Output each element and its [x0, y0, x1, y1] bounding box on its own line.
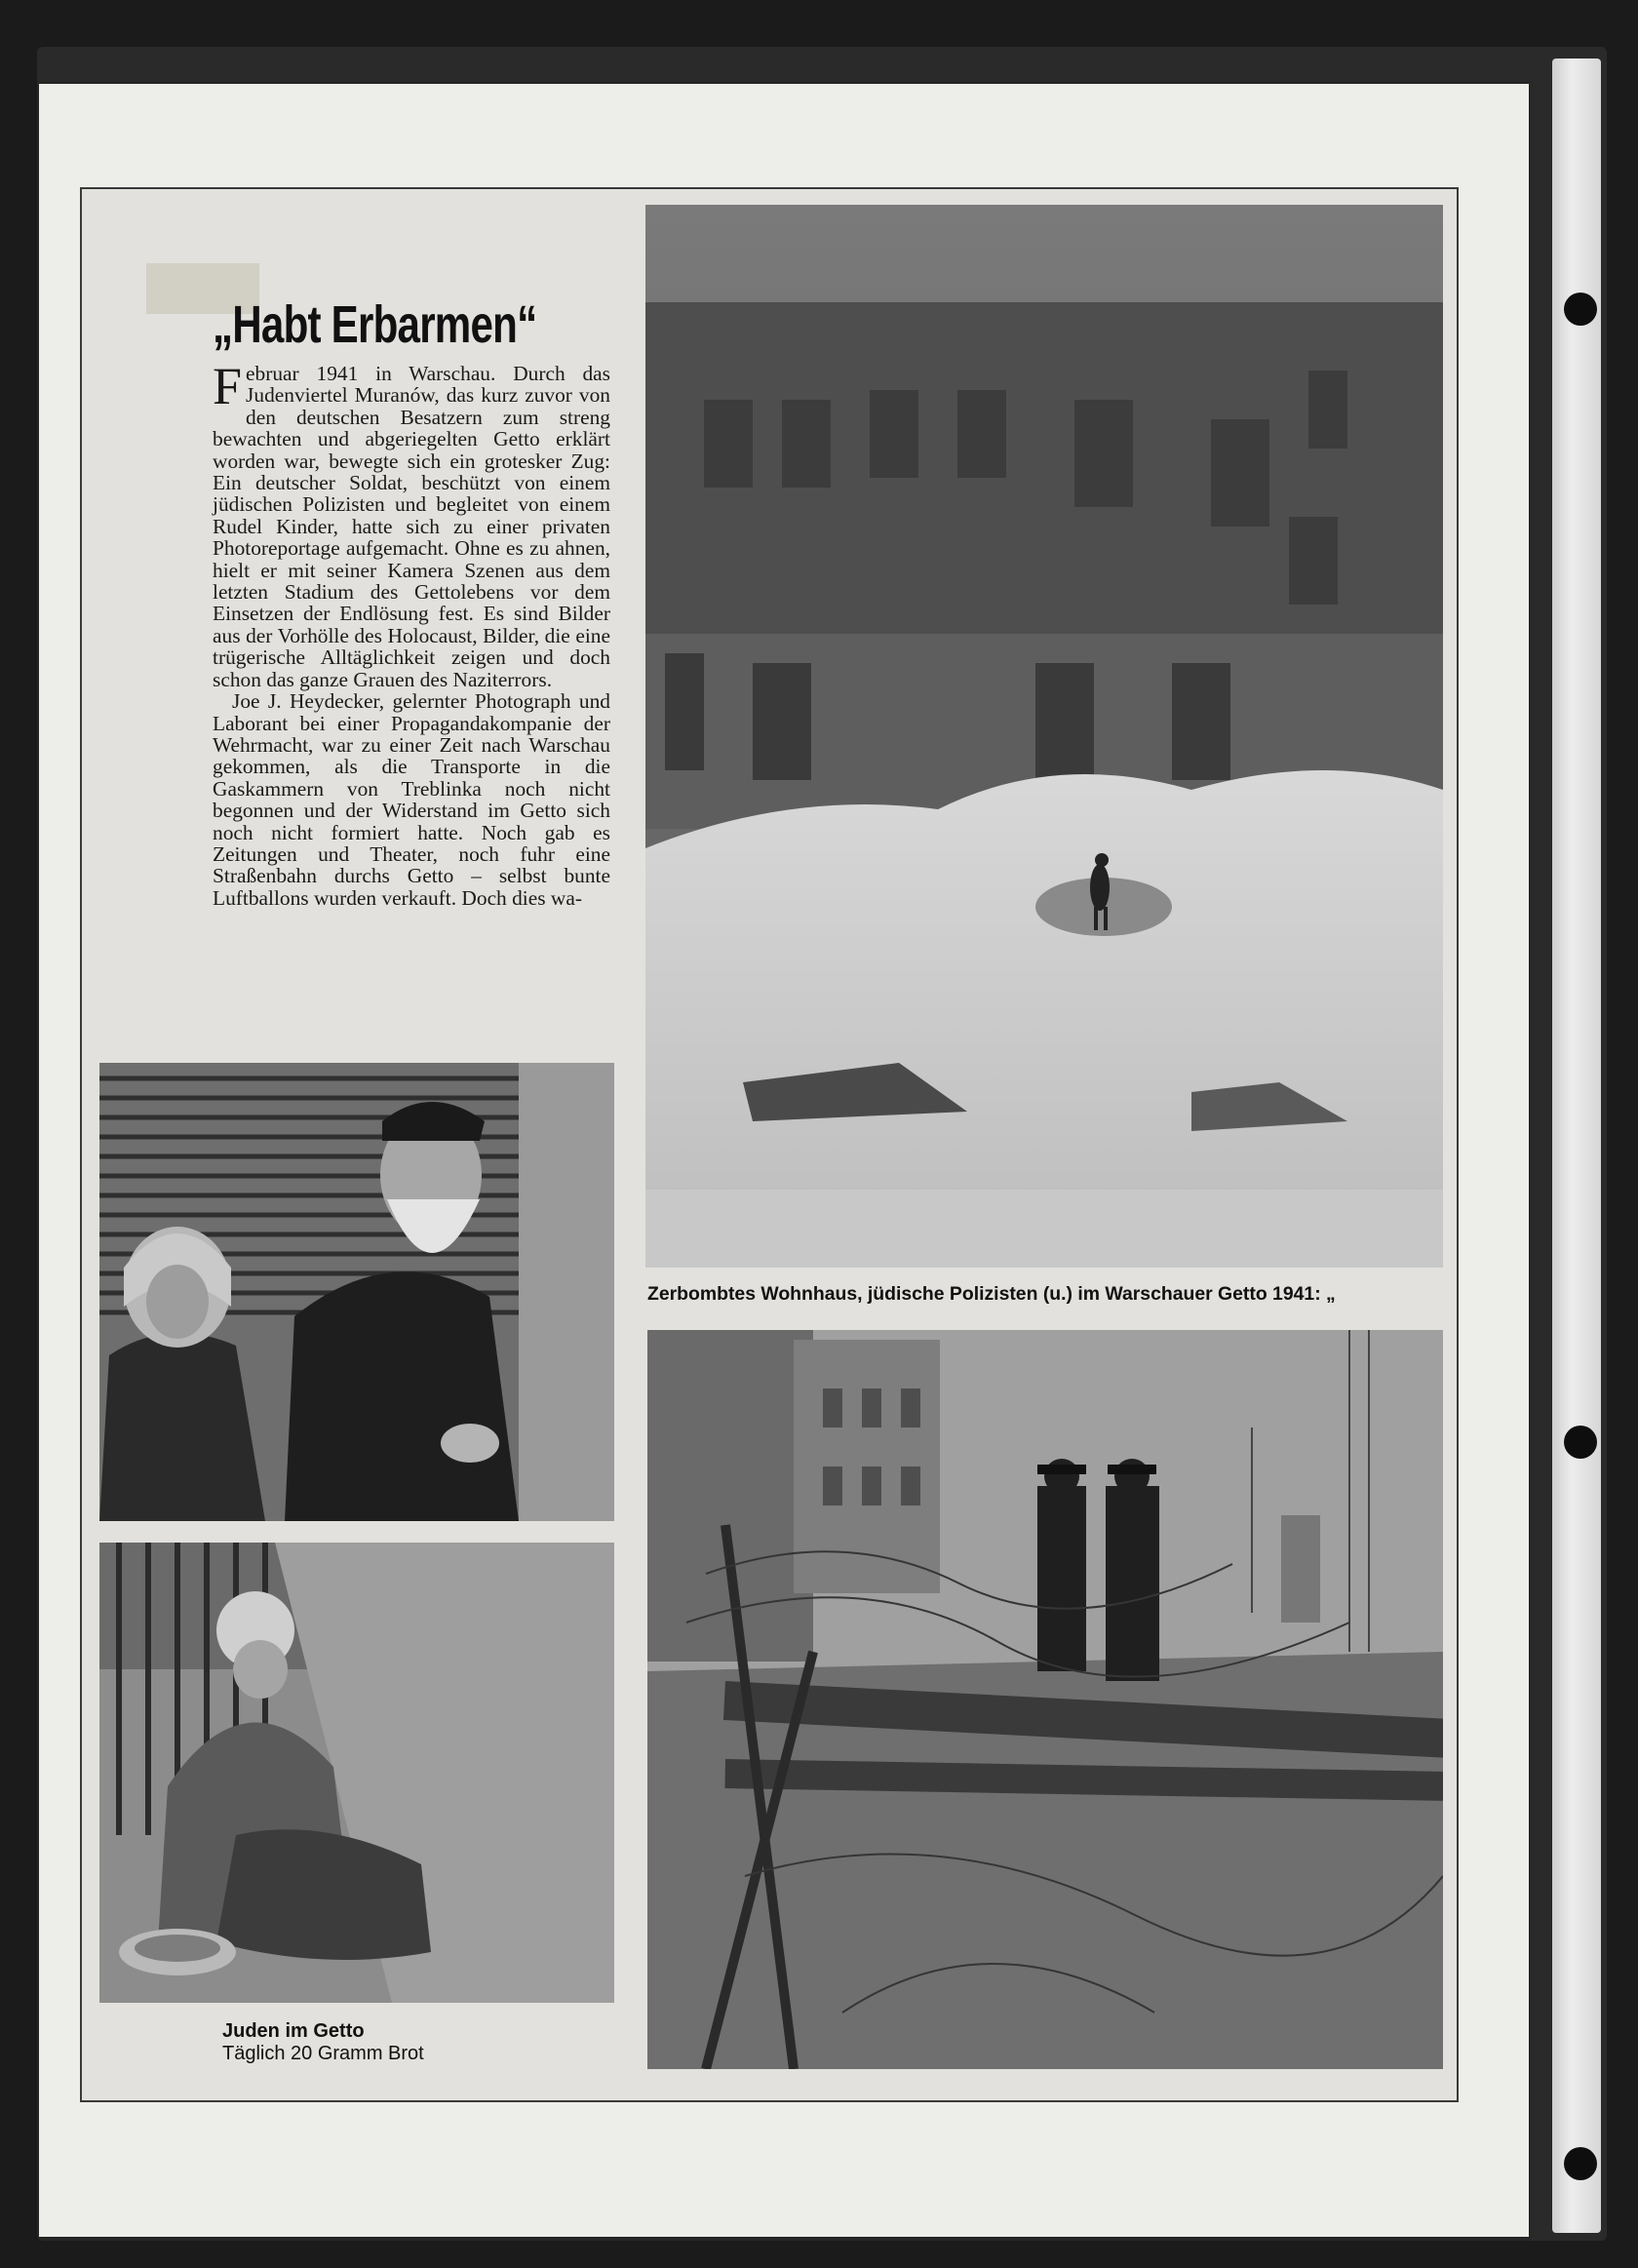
photo-caption-side: [222, 2020, 424, 2065]
binder-hole: [1564, 2147, 1597, 2180]
article-paragraph-2: Joe J. Heydecker, gelernter Photograph und Laborant bei einer Propagandakompanie der Wehrmacht, war zu einer Zeit nach Warschau gekommen, als die Transporte in die Gaskammern von Treblinka noch nicht begonnen und der Widerstand im Getto sich noch nicht formiert hatte. Noch gab es Zeitungen und Theater, noch fuhr eine Straßenbahn durchs Getto – selbst bunte Luftballons wurden verkauft. Doch dies wa-: [213, 689, 610, 910]
caption-side-title: Juden im Getto: [222, 2020, 365, 2042]
photo-police-barricade: [647, 1330, 1443, 2069]
article-paragraph-1: [213, 357, 610, 691]
photo-ruined-building: [645, 205, 1443, 1268]
binder-strip: [1552, 59, 1601, 2233]
photo-old-man-child: [99, 1063, 614, 1521]
article-body: [213, 357, 610, 910]
binder-hole: [1564, 293, 1597, 326]
caption-side-subtitle: Täglich 20 Gramm Brot: [222, 2043, 424, 2064]
paragraph-1-text: ebruar 1941 in Warschau. Durch das Judenviertel Muranów, das kurz zuvor von den deutschen Besatzern zum streng bewachten und abgeriegelten Getto erklärt worden war, bewegte sich ein grotesker Zug: Ein deutscher Soldat, beschützt von einem jüdischen Polizisten und begleitet von einem Rudel Kinder, hatte sich zu einer privaten Photoreportage aufgemacht. Ohne es zu ahnen, hielt er mit seiner Kamera Szenen aus dem letzten Stadium des Gettolebens vor dem Einsetzen der Endlösung fest. Es sind Bilder aus der Vorhölle des Holocaust, Bilder, die eine trügerische Alltäglichkeit zeigen und doch schon das ganze Grauen des Naziterrors.: [213, 362, 610, 691]
binder-hole: [1564, 1426, 1597, 1459]
article-headline: „Habt Erbarmen“: [213, 295, 537, 354]
photo-child-with-bowl: [99, 1543, 614, 2003]
photo-caption-main: Zerbombtes Wohnhaus, jüdische Polizisten (u.) im Warschauer Getto 1941: „: [647, 1283, 1336, 1305]
drop-cap: F: [213, 357, 243, 415]
